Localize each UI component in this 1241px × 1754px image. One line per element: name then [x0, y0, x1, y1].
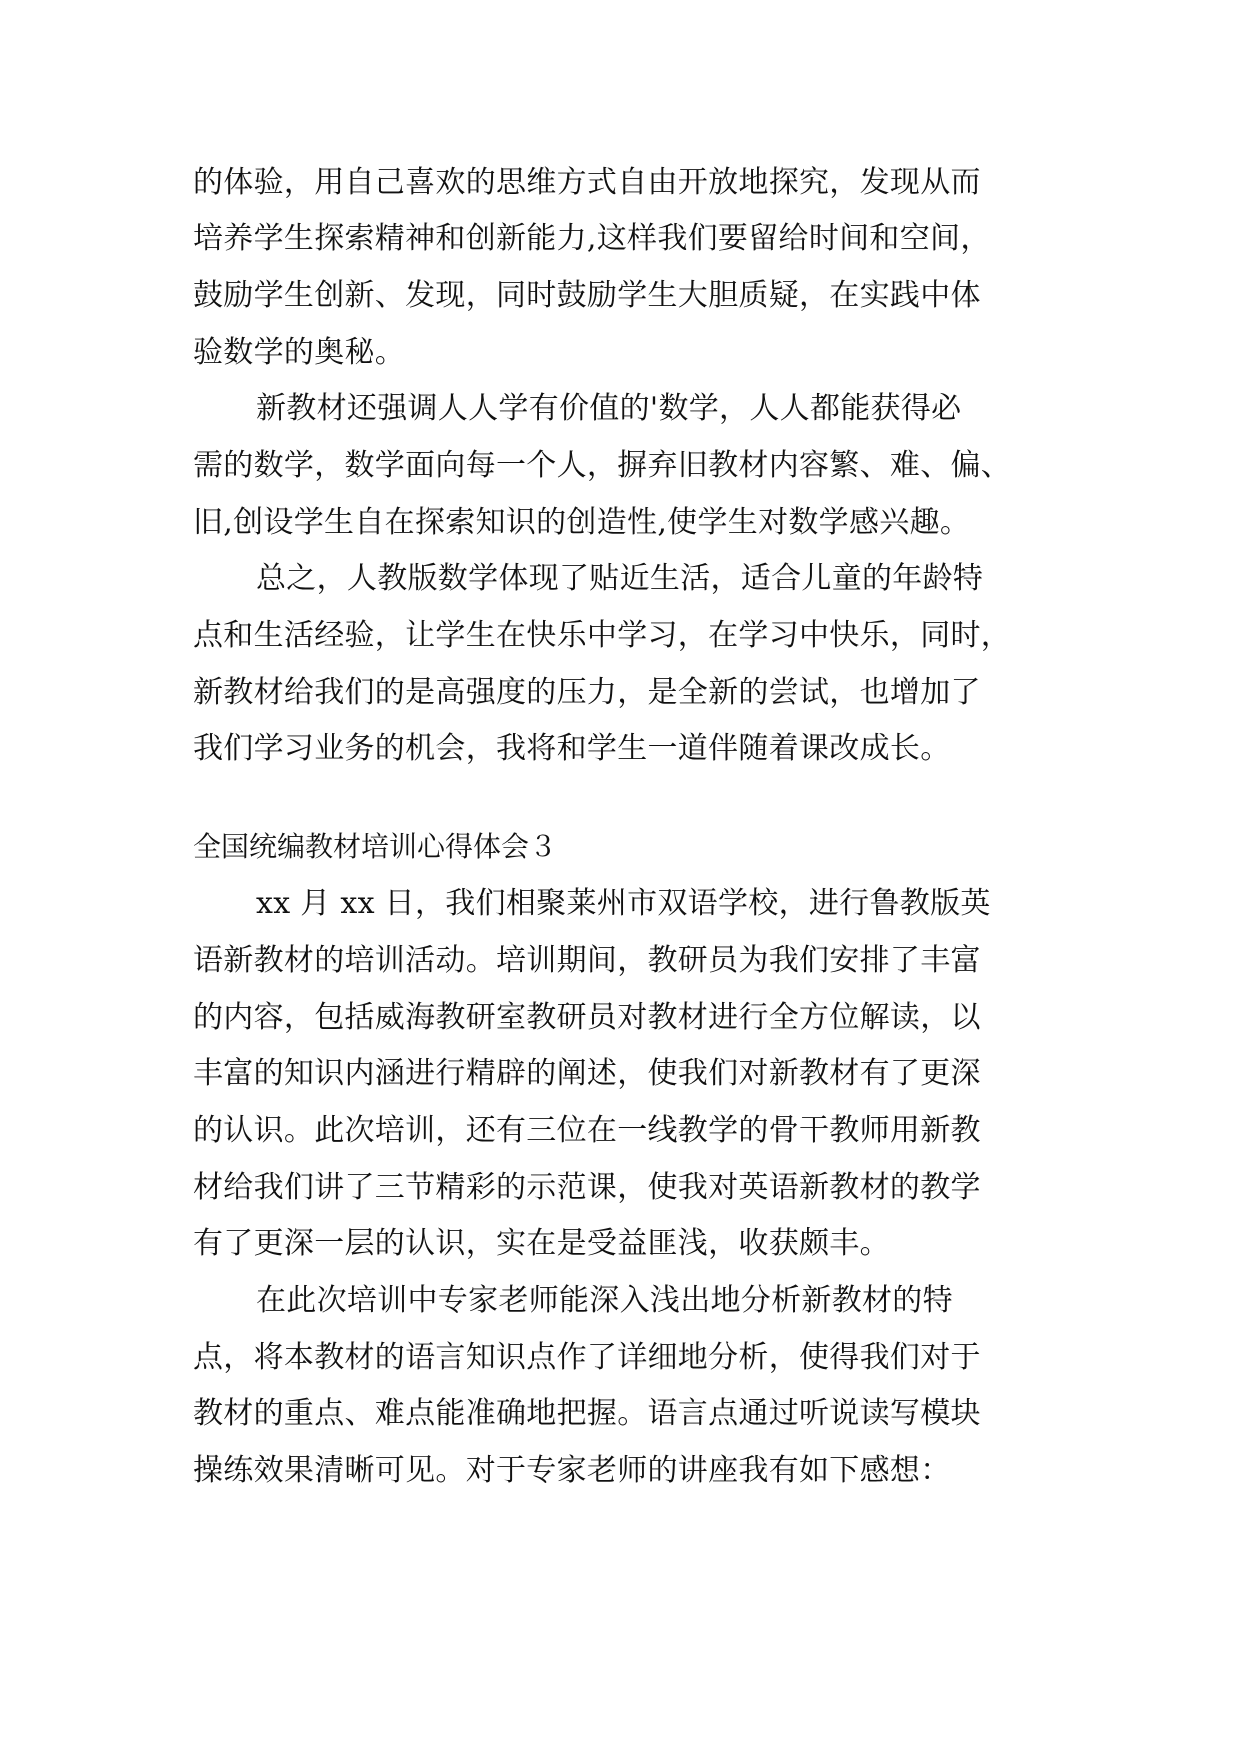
text-line: 在此次培训中专家老师能深入浅出地分析新教材的特 — [256, 1283, 953, 1318]
text-line: 点，将本教材的语言知识点作了详细地分析，使得我们对于 — [193, 1340, 981, 1375]
text-line: 有了更深一层的认识，实在是受益匪浅，收获颇丰。 — [193, 1226, 890, 1261]
text-line: 丰富的知识内涵进行精辟的阐述，使我们对新教材有了更深 — [193, 1056, 981, 1091]
text-line: 教材的重点、难点能准确地把握。语言点通过听说读写模块 — [193, 1396, 981, 1431]
text-line: xx 月 xx 日，我们相聚莱州市双语学校，进行鲁教版英 — [256, 886, 991, 921]
section-heading: 全国统编教材培训心得体会３ — [193, 830, 558, 863]
text-line: 需的数学，数学面向每一个人，摒弃旧教材内容繁、难、偏、 — [193, 448, 1012, 483]
text-line: 的内容，包括威海教研室教研员对教材进行全方位解读，以 — [193, 1000, 981, 1035]
text-line: 的体验，用自己喜欢的思维方式自由开放地探究，发现从而 — [193, 165, 981, 200]
text-line: 培养学生探索精神和创新能力,这样我们要留给时间和空间， — [193, 221, 991, 256]
text-line: 验数学的奥秘。 — [193, 335, 406, 370]
text-line: 的认识。此次培训，还有三位在一线教学的骨干教师用新教 — [193, 1113, 981, 1148]
text-line: 材给我们讲了三节精彩的示范课，使我对英语新教材的教学 — [193, 1170, 981, 1205]
text-line: 语新教材的培训活动。培训期间，教研员为我们安排了丰富 — [193, 943, 981, 978]
text-line: 操练效果清晰可见。对于专家老师的讲座我有如下感想： — [193, 1453, 951, 1488]
text-line: 我们学习业务的机会，我将和学生一道伴随着课改成长。 — [193, 731, 951, 766]
text-line: 旧,创设学生自在探索知识的创造性,使学生对数学感兴趣。 — [193, 505, 971, 540]
text-line: 点和生活经验，让学生在快乐中学习，在学习中快乐，同时， — [193, 618, 1012, 653]
text-line: 鼓励学生创新、发现，同时鼓励学生大胆质疑，在实践中体 — [193, 278, 981, 313]
text-line: 总之，人教版数学体现了贴近生活，适合儿童的年龄特 — [256, 561, 984, 596]
text-line: 新教材还强调人人学有价值的'数学，人人都能获得必 — [256, 391, 962, 426]
text-line: 新教材给我们的是高强度的压力，是全新的尝试，也增加了 — [193, 675, 981, 710]
